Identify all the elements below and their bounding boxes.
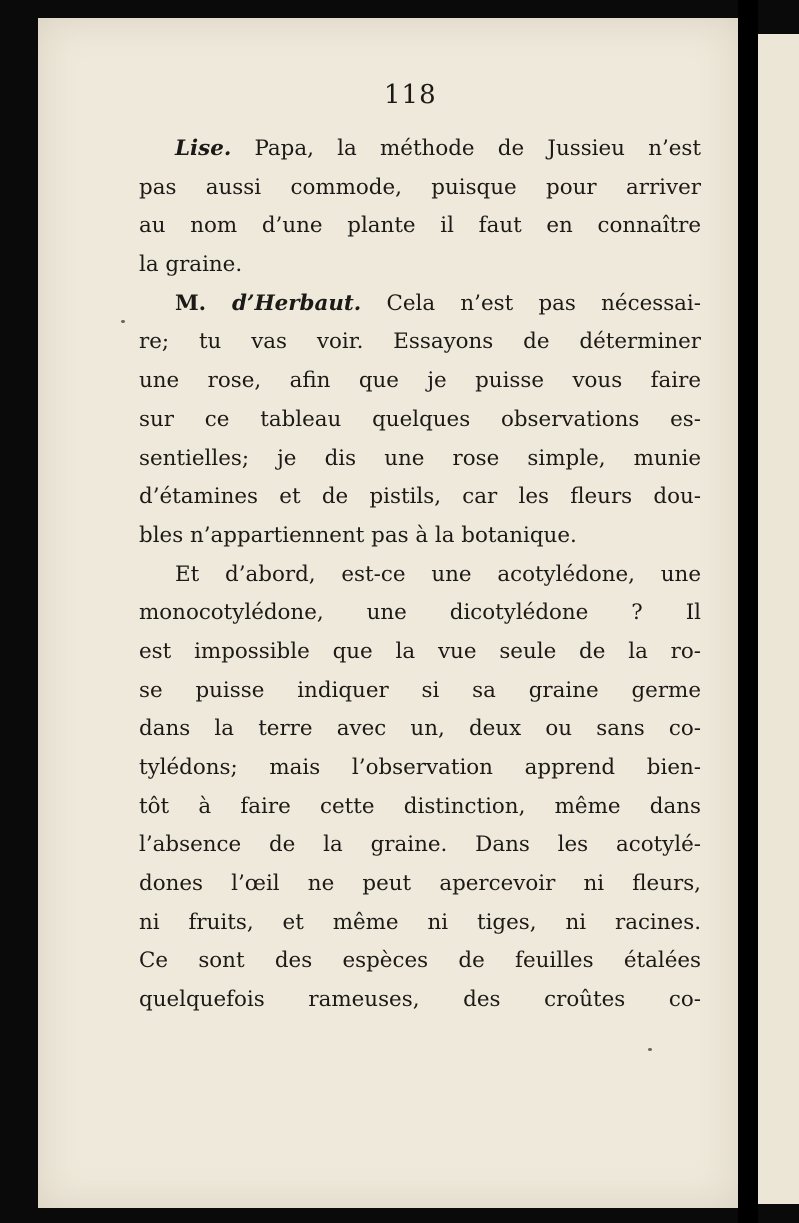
line-text: se puisse indiquer si sa graine germe bbox=[139, 677, 701, 703]
text-line bbox=[139, 556, 701, 595]
text-line bbox=[139, 865, 701, 904]
line-text: tôt à faire cette distinction, même dans bbox=[139, 793, 701, 819]
text-line bbox=[139, 981, 701, 1020]
body-text bbox=[139, 130, 701, 1020]
line-text: dones l’œil ne peut apercevoir ni fleurs, bbox=[139, 871, 701, 897]
text-line bbox=[139, 362, 701, 401]
line-text: Ce sont des espèces de feuilles étalées bbox=[139, 948, 701, 974]
speaker-name: Lise. bbox=[175, 136, 232, 161]
line-text: la graine. bbox=[139, 252, 243, 278]
facing-page-edge bbox=[758, 34, 799, 1204]
text-line bbox=[139, 749, 701, 788]
line-text: Papa, la méthode de Jussieu n’est bbox=[231, 136, 701, 161]
line-text: Et d’abord, est-ce une acotylédone, une bbox=[175, 561, 701, 587]
text-line bbox=[139, 826, 701, 865]
line-text: bles n’appartiennent pas à la botanique. bbox=[139, 522, 577, 548]
text-line bbox=[139, 633, 701, 672]
line-text: ni fruits, et même ni tiges, ni racines. bbox=[139, 909, 701, 935]
line-text: sur ce tableau quelques observations es- bbox=[139, 406, 701, 432]
text-line bbox=[139, 323, 701, 362]
speaker-name: d’Herbaut. bbox=[206, 290, 362, 316]
line-text: sentielles; je dis une rose simple, munie bbox=[139, 445, 701, 471]
text-line bbox=[139, 207, 701, 246]
line-text: l’absence de la graine. Dans les acotylé- bbox=[139, 832, 701, 858]
line-text: quelquefois rameuses, des croûtes co- bbox=[139, 987, 701, 1013]
text-line bbox=[139, 246, 701, 285]
text-line bbox=[139, 285, 701, 324]
text-line bbox=[139, 401, 701, 440]
line-text: au nom d’une plante il faut en connaître bbox=[139, 213, 701, 239]
page-number: 118 bbox=[384, 80, 437, 110]
text-line bbox=[139, 478, 701, 517]
line-text: dans la terre avec un, deux ou sans co- bbox=[139, 716, 701, 742]
paper-speck bbox=[121, 320, 125, 323]
text-line bbox=[139, 517, 701, 556]
line-text: monocotylédone, une dicotylédone ? Il bbox=[139, 600, 701, 626]
text-line bbox=[139, 594, 701, 633]
paper-speck bbox=[648, 1048, 652, 1051]
line-text: est impossible que la vue seule de la ro- bbox=[139, 638, 701, 664]
text-line bbox=[139, 440, 701, 479]
speaker-title: M. bbox=[175, 290, 207, 316]
text-line bbox=[139, 672, 701, 711]
line-text: re; tu vas voir. Essayons de déterminer bbox=[139, 329, 701, 355]
line-text: tylédons; mais l’observation apprend bien- bbox=[139, 755, 701, 780]
line-text: d’étamines et de pistils, car les fleurs dou- bbox=[139, 484, 701, 510]
text-line bbox=[139, 788, 701, 827]
text-line bbox=[139, 130, 701, 169]
line-text: une rose, afin que je puisse vous faire bbox=[139, 368, 701, 394]
text-line bbox=[139, 904, 701, 943]
line-text: pas aussi commode, puisque pour arriver bbox=[139, 174, 701, 200]
line-text: Cela n’est pas nécessai- bbox=[361, 290, 701, 316]
book-gutter bbox=[738, 0, 758, 1223]
text-line bbox=[139, 942, 701, 981]
text-line bbox=[139, 710, 701, 749]
text-line bbox=[139, 169, 701, 208]
